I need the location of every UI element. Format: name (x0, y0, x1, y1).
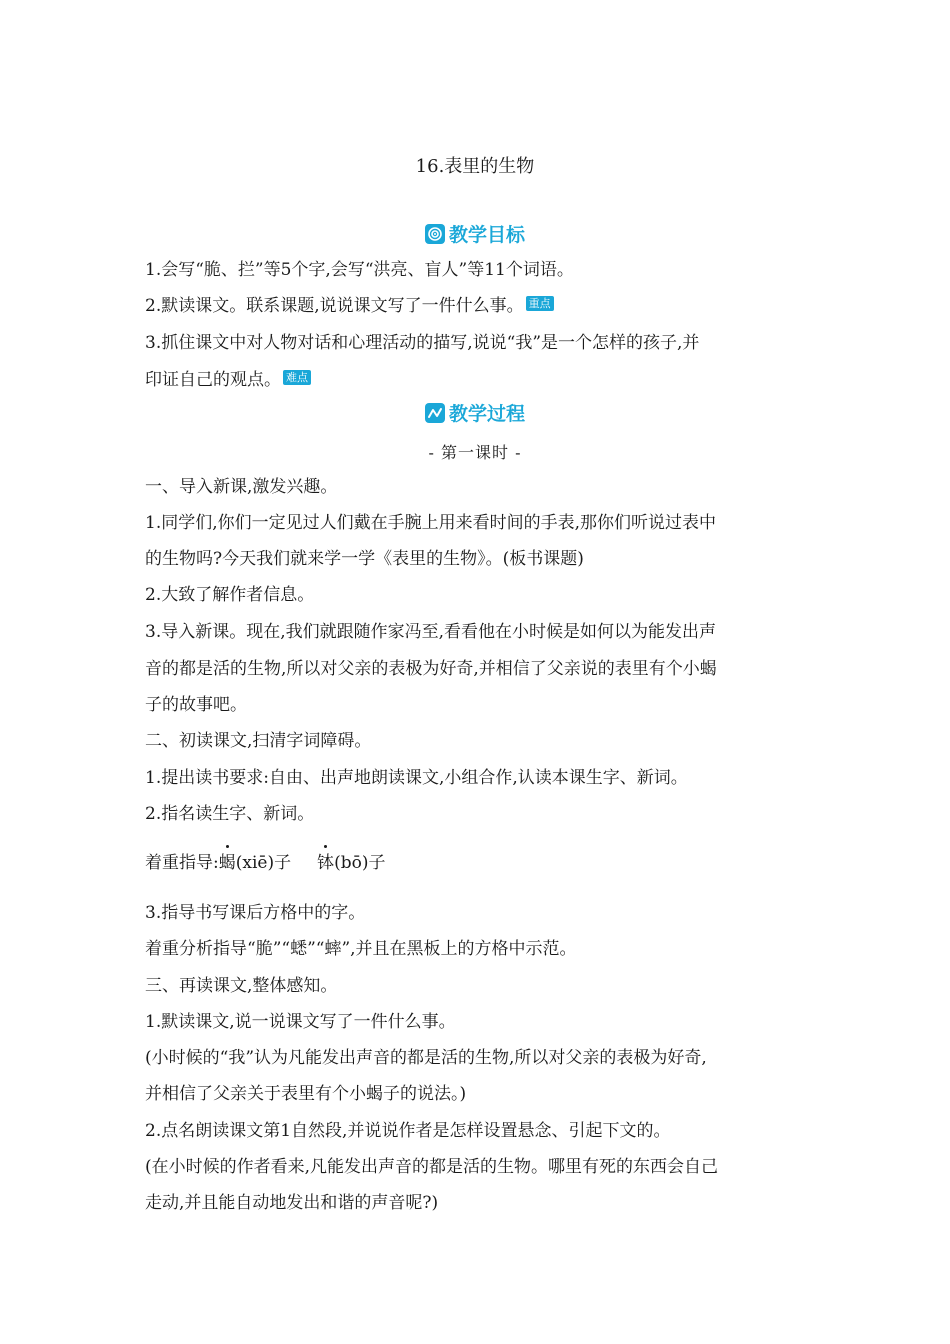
pronunciation-guide (145, 851, 385, 875)
process-line: 1.同学们,你们一定见过人们戴在手腕上用来看时间的手表,那你们听说过表中 (145, 513, 717, 533)
process-line: 三、再读课文,整体感知。 (145, 976, 338, 996)
goal-item-text: 印证自己的观点。 (145, 370, 281, 390)
process-line: 一、导入新课,激发兴趣。 (145, 477, 338, 497)
key-point-badge: 重点 (526, 296, 554, 311)
process-line: 3.指导书写课后方格中的字。 (145, 903, 366, 923)
pinyin-note: (bō)子 (334, 853, 386, 873)
process-icon (425, 403, 445, 423)
process-line: 的生物吗?今天我们就来学一学《表里的生物》。(板书课题) (145, 549, 584, 569)
target-icon (425, 224, 445, 244)
page-title: 16.表里的生物 (415, 156, 535, 177)
section-header-goals (0, 220, 950, 247)
guide-prefix: 着重指导: (145, 853, 219, 873)
process-line: 二、初读课文,扫清字词障碍。 (145, 731, 372, 751)
emphasis-character: 钵 (317, 853, 335, 873)
lesson-label: - 第一课时 - (428, 443, 522, 462)
process-line: (在小时候的作者看来,凡能发出声音的都是活的生物。哪里有死的东西会自己 (145, 1157, 719, 1177)
process-line: 音的都是活的生物,所以对父亲的表极为好奇,并相信了父亲说的表里有个小蝎 (145, 659, 717, 679)
emphasis-character: 蝎 (218, 853, 236, 873)
process-line: 走动,并且能自动地发出和谐的声音呢?) (145, 1193, 439, 1213)
process-line: 着重分析指导“脆”“蟋”“蟀”,并且在黑板上的方格中示范。 (145, 939, 577, 959)
process-line: 子的故事吧。 (145, 695, 247, 715)
process-line: 3.导入新课。现在,我们就跟随作家冯至,看看他在小时候是如何以为能发出声 (145, 622, 717, 642)
goal-item: 3.抓住课文中对人物对话和心理活动的描写,说说“我”是一个怎样的孩子,并 (145, 333, 700, 353)
section-header-goals-label: 教学目标 (448, 224, 525, 246)
goal-item: 1.会写“脆、拦”等5个字,会写“洪亮、盲人”等11个词语。 (145, 260, 574, 280)
section-header-process (0, 399, 950, 426)
process-line: 1.默读课文,说一说课文写了一件什么事。 (145, 1012, 456, 1032)
process-line: 1.提出读书要求:自由、出声地朗读课文,小组合作,认读本课生字、新词。 (145, 768, 688, 788)
process-line: 2.大致了解作者信息。 (145, 585, 315, 605)
goal-item (145, 294, 554, 318)
section-header-process-label: 教学过程 (448, 403, 525, 425)
goal-item-text: 2.默读课文。联系课题,说说课文写了一件什么事。 (145, 296, 524, 316)
process-line: 2.点名朗读课文第1自然段,并说说作者是怎样设置悬念、引起下文的。 (145, 1121, 671, 1141)
process-line: 并相信了父亲关于表里有个小蝎子的说法。) (145, 1084, 467, 1104)
goal-item (145, 368, 311, 392)
pinyin-note: (xiē)子 (235, 853, 292, 873)
process-line: 2.指名读生字、新词。 (145, 804, 315, 824)
difficult-point-badge: 难点 (283, 370, 311, 385)
process-line: (小时候的“我”认为凡能发出声音的都是活的生物,所以对父亲的表极为好奇, (145, 1048, 707, 1068)
